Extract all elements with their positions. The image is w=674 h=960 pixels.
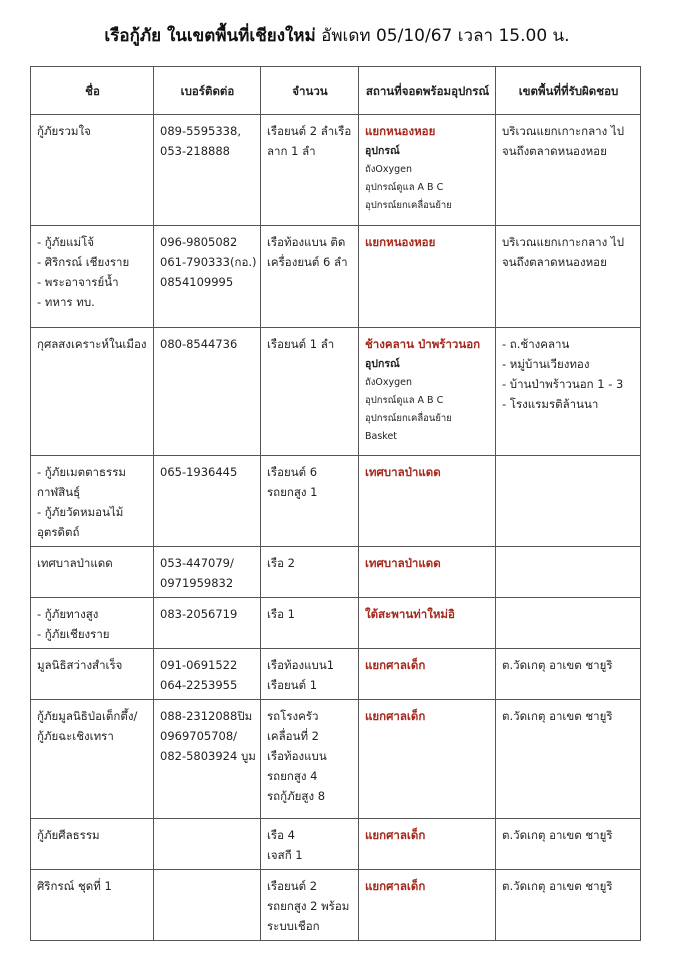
equipment-item: อุปกรณ์ยกเคลื่อนย้าย [365,413,452,424]
cell-quantity-line: รถยกสูง 1 [267,485,318,499]
cell-location [359,649,496,700]
title-main: เรือกู้ภัย ในเขตพื้นที่เชียงใหม่ [104,26,316,46]
cell-phone [154,649,261,700]
cell-name-line: - กู้ภัยเมตตาธรรม [37,465,126,479]
cell-name [31,700,154,819]
location-name: แยกหนองหอย [365,124,436,138]
cell-location [359,819,496,870]
cell-name-line: - กู้ภัยทางสูง [37,607,99,621]
location-name: แยกศาลเด็ก [365,879,426,893]
cell-phone [154,328,261,456]
cell-name-line: ศิริกรณ์ ชุดที่ 1 [37,879,112,893]
cell-name [31,456,154,547]
cell-location [359,598,496,649]
cell-name-line: - กู้ภัยแม่โจ้ [37,235,94,249]
cell-name [31,819,154,870]
cell-phone [154,598,261,649]
equipment-item: ถังOxygen [365,377,413,388]
location-name: แยกศาลเด็ก [365,658,426,672]
cell-phone-line: 082-5803924 บูม [160,749,256,763]
cell-location [359,456,496,547]
cell-area-line: บริเวณแยกเกาะกลาง ไป [502,235,624,249]
table-row [31,547,641,598]
location-name: ช้างคลาน ป่าพร้าวนอก [365,337,481,351]
cell-area-line: - โรงแรมรติล้านนา [502,397,599,411]
rescue-boats-table [30,66,641,941]
cell-quantity [261,870,359,941]
location-name: เทศบาลป่าแดด [365,465,441,479]
cell-area-line: ต.วัดเกตุ อาเขต ชายูริ [502,828,613,842]
cell-quantity-line: เรือท้องแบน1 [267,658,335,672]
cell-quantity-line: เรือยนต์ 1 ลำ [267,337,335,351]
header-phone: เบอร์ติดต่อ [154,67,261,115]
cell-quantity-line: เจสกี 1 [267,848,303,862]
table-row [31,870,641,941]
cell-quantity [261,649,359,700]
equipment-item: อุปกรณ์ยกเคลื่อนย้าย [365,200,452,211]
cell-phone [154,226,261,328]
cell-name-line: อุตรดิตถ์ [37,525,80,539]
cell-quantity-line: เรือท้องแบน ติด [267,235,346,249]
cell-area-line: ต.วัดเกตุ อาเขต ชายูริ [502,709,613,723]
cell-name-line: เทศบาลป่าแดด [37,556,113,570]
cell-name-line: มูลนิธิสว่างสำเร็จ [37,658,123,672]
table-row [31,649,641,700]
table-row [31,819,641,870]
cell-location [359,870,496,941]
cell-name-line: กู้ภัยมูลนิธิป่อเต็กตึ้ง/ [37,709,138,723]
cell-quantity [261,328,359,456]
header-name: ชื่อ [31,67,154,115]
location-name: เทศบาลป่าแดด [365,556,441,570]
cell-quantity-line: เครื่องยนต์ 6 ลำ [267,255,348,269]
cell-phone-line: 091-0691522 [160,658,238,672]
cell-area [496,328,641,456]
equipment-label: อุปกรณ์ [365,358,400,370]
cell-phone-line: 0969705708/ [160,729,238,743]
cell-quantity-line: เรือยนต์ 1 [267,678,318,692]
cell-area-line: บริเวณแยกเกาะกลาง ไป [502,124,624,138]
cell-quantity-line: เรือ 1 [267,607,295,621]
cell-quantity [261,700,359,819]
cell-phone-line: 080-8544736 [160,337,238,351]
cell-area [496,547,641,598]
table-row [31,115,641,226]
location-name: แยกหนองหอย [365,235,436,249]
cell-name-line: กู้ภัยฉะเชิงเทรา [37,729,114,743]
table-row [31,226,641,328]
cell-name-line: - ศิริกรณ์ เชียงราย [37,255,130,269]
cell-name [31,328,154,456]
table-row [31,328,641,456]
cell-location [359,547,496,598]
cell-quantity [261,819,359,870]
equipment-item: อุปกรณ์ดูแล A B C [365,182,444,193]
cell-area-line: ต.วัดเกตุ อาเขต ชายูริ [502,658,613,672]
cell-phone-line: 083-2056719 [160,607,238,621]
cell-phone [154,819,261,870]
title-update: อัพเดท 05/10/67 เวลา 15.00 น. [321,26,570,46]
location-name: แยกศาลเด็ก [365,709,426,723]
cell-phone-line: 065-1936445 [160,465,238,479]
equipment-item: Basket [365,431,398,442]
cell-name-line: - กู้ภัยเชียงราย [37,627,110,641]
cell-quantity-line: เรือ 2 [267,556,295,570]
cell-phone [154,870,261,941]
cell-area [496,115,641,226]
cell-name [31,598,154,649]
cell-area-line: จนถึงตลาดหนองหอย [502,144,607,158]
cell-phone-line: 0971959832 [160,576,234,590]
cell-phone [154,700,261,819]
document-title [0,22,674,49]
table-row [31,598,641,649]
cell-phone-line: 089-5595338, [160,124,241,138]
cell-name [31,547,154,598]
cell-phone-line: 053-218888 [160,144,230,158]
location-name: แยกศาลเด็ก [365,828,426,842]
cell-phone-line: 053-447079/ [160,556,234,570]
cell-name [31,115,154,226]
equipment-label: อุปกรณ์ [365,145,400,157]
cell-area [496,456,641,547]
equipment-item: ถังOxygen [365,164,413,175]
cell-area [496,649,641,700]
header-row [31,67,641,115]
cell-area [496,819,641,870]
cell-phone-line: 088-2312088ปิม [160,709,253,723]
cell-quantity [261,115,359,226]
cell-phone-line: 061-790333(กอ.) [160,255,257,269]
cell-quantity-line: เรือยนต์ 6 [267,465,318,479]
cell-quantity [261,456,359,547]
cell-name-line: กู้ภัยรวมใจ [37,124,91,138]
cell-phone-line: 096-9805082 [160,235,238,249]
cell-name-line: กุศลสงเคราะห์ในเมือง [37,337,147,351]
cell-area [496,700,641,819]
cell-name [31,870,154,941]
cell-area-line: จนถึงตลาดหนองหอย [502,255,607,269]
cell-name-line: - กู้ภัยวัดหมอนไม้ [37,505,124,519]
cell-location [359,700,496,819]
cell-location [359,328,496,456]
cell-quantity-line: เรือยนต์ 2 ลำเรือ [267,124,352,138]
cell-location [359,226,496,328]
location-name: ใต้สะพานท่าใหม่อิ [365,607,455,621]
cell-area-line: - หมู่บ้านเวียงทอง [502,357,590,371]
cell-quantity-line: รถกู้ภัยสูง 8 [267,789,326,803]
cell-phone [154,547,261,598]
cell-phone-line: 064-2253955 [160,678,238,692]
cell-quantity-line: รถโรงครัว [267,709,319,723]
cell-name-line: กู้ภัยศีลธรรม [37,828,100,842]
cell-phone [154,456,261,547]
cell-phone [154,115,261,226]
cell-quantity-line: รถยกสูง 2 พร้อม [267,899,350,913]
cell-area [496,226,641,328]
header-location: สถานที่จอดพร้อมอุปกรณ์ [359,67,496,115]
cell-quantity-line: ลาก 1 ลำ [267,144,316,158]
cell-area-line: - บ้านป่าพร้าวนอก 1 - 3 [502,377,624,391]
cell-quantity-line: ระบบเชือก [267,919,320,933]
table-body [31,115,641,941]
cell-quantity-line: รถยกสูง 4 [267,769,318,783]
cell-name-line: - พระอาจารย์น้ำ [37,275,119,289]
cell-name [31,226,154,328]
cell-quantity-line: เคลื่อนที่ 2 [267,729,319,743]
cell-quantity-line: เรือ 4 [267,828,295,842]
cell-quantity [261,598,359,649]
cell-quantity [261,226,359,328]
table-row [31,700,641,819]
cell-area-line: ต.วัดเกตุ อาเขต ชายูริ [502,879,613,893]
cell-name [31,649,154,700]
header-quantity: จำนวน [261,67,359,115]
cell-name-line: กาฬสินธุ์ [37,485,81,499]
cell-quantity-line: เรือยนต์ 2 [267,879,318,893]
cell-name-line: - ทหาร ทบ. [37,295,95,309]
table-row [31,456,641,547]
cell-quantity [261,547,359,598]
cell-quantity-line: เรือท้องแบน [267,749,327,763]
cell-area [496,870,641,941]
cell-phone-line: 0854109995 [160,275,234,289]
equipment-item: อุปกรณ์ดูแล A B C [365,395,444,406]
cell-area-line: - ถ.ช้างคลาน [502,337,570,351]
cell-location [359,115,496,226]
header-area: เขตพื้นที่ที่รับผิดชอบ [496,67,641,115]
cell-area [496,598,641,649]
